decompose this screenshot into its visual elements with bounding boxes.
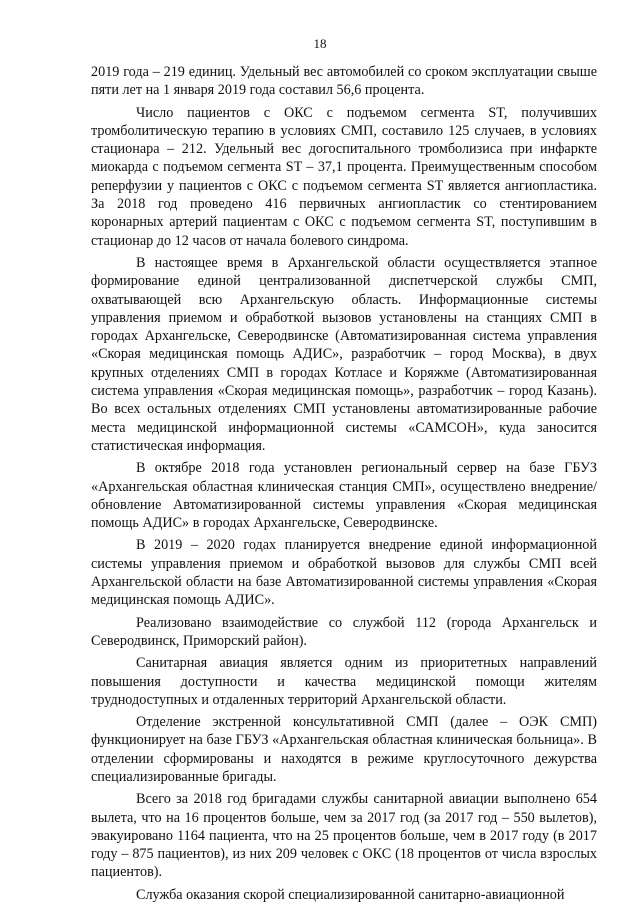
paragraph-flights-statistics: Всего за 2018 год бригадами службы санитарной авиации выполнено 654 вылета, что на 16 процентов больше, чем за 2017 год (за 2017 год – 550 вылетов), эвакуировано 1164 пациента, что на 25 процентов больше, чем в 2017 году (в 2017 году – 875 пациентов), из них 209 человек с ОКС (18 процентов от числа взрослых пациентов). [91, 791, 597, 881]
body-text [91, 63, 597, 908]
paragraph-air-ambulance-service: Служба оказания скорой специализированной санитарно-авиационной [136, 886, 565, 903]
paragraph-thrombolysis: Число пациентов с ОКС с подъемом сегмента ST, получивших тромболитическую терапию в условиях СМП, составило 125 случаев, в условиях стационара – 212. Удельный вес догоспитального тромболизиса при инфаркте миокарда с подъемом сегмента ST – 37,1 процента. Преимущественным способом реперфузии у пациентов с ОКС с подъемом сегмента ST является ангиопластика. За 2018 год проведено 416 первичных ангиопластик со стентированием коронарных артерий пациентам с ОКС с подъемом сегмента ST, поступившим в стационар до 12 часов от начала болевого синдрома. [91, 104, 597, 249]
paragraph-regional-server: В октябре 2018 года установлен региональный сервер на базе ГБУЗ «Архангельская областная клиническая станция СМП», осуществлено внедрение/обновление Автоматизированной системы управления «Скорая медицинская помощь АДИС» в городах Архангельске, Северодвинске. [91, 460, 597, 532]
paragraph-planned-system: В 2019 – 2020 годах планируется внедрение единой информационной системы управления приемом и обработкой вызовов для службы СМП всей Архангельской области на базе Автоматизированной системы управления «Скорая медицинская помощь АДИС». [91, 537, 597, 609]
paragraph-emergency-department: Отделение экстренной консультативной СМП (далее – ОЭК СМП) функционирует на базе ГБУЗ «Архангельская областная клиническая больница». В отделении сформированы и находятся в режиме круглосуточного дежурства специализированные бригады. [91, 714, 597, 785]
page-number: 18 [313, 36, 327, 51]
paragraph-dispatch-service: В настоящее время в Архангельской области осуществляется этапное формирование единой централизованной диспетчерской службы СМП, охватывающей всю Архангельскую область. Информационные системы управления приемом и обработкой вызовов установлены на станциях СМП в городах Архангельске, Северодвинске (Автоматизированная система управления «Скорая медицинская помощь АДИС», разработчик – город Москва), в двух крупных отделениях СМП в городах Котласе и Коряжме (Автоматизированная система управления «Скорая медицинская помощь», разработчик – город Казань). Во всех остальных отделениях СМП установлены автоматизированные рабочие места медицинской информационной системы «САМСОН», куда заносится статистическая информация. [91, 254, 597, 454]
paragraph-sanitary-aviation: Санитарная авиация является одним из приоритетных направлений повышения доступности и качества медицинской помощи жителям труднодоступных и отдаленных территорий Архангельской области. [91, 655, 597, 708]
paragraph-service-112: Реализовано взаимодействие со службой 112 (города Архангельск и Северодвинск, Приморский район). [91, 614, 597, 649]
paragraph-continuation: 2019 года – 219 единиц. Удельный вес автомобилей со сроком эксплуатации свыше пяти лет на 1 января 2019 года составил 56,6 процента. [91, 64, 597, 99]
